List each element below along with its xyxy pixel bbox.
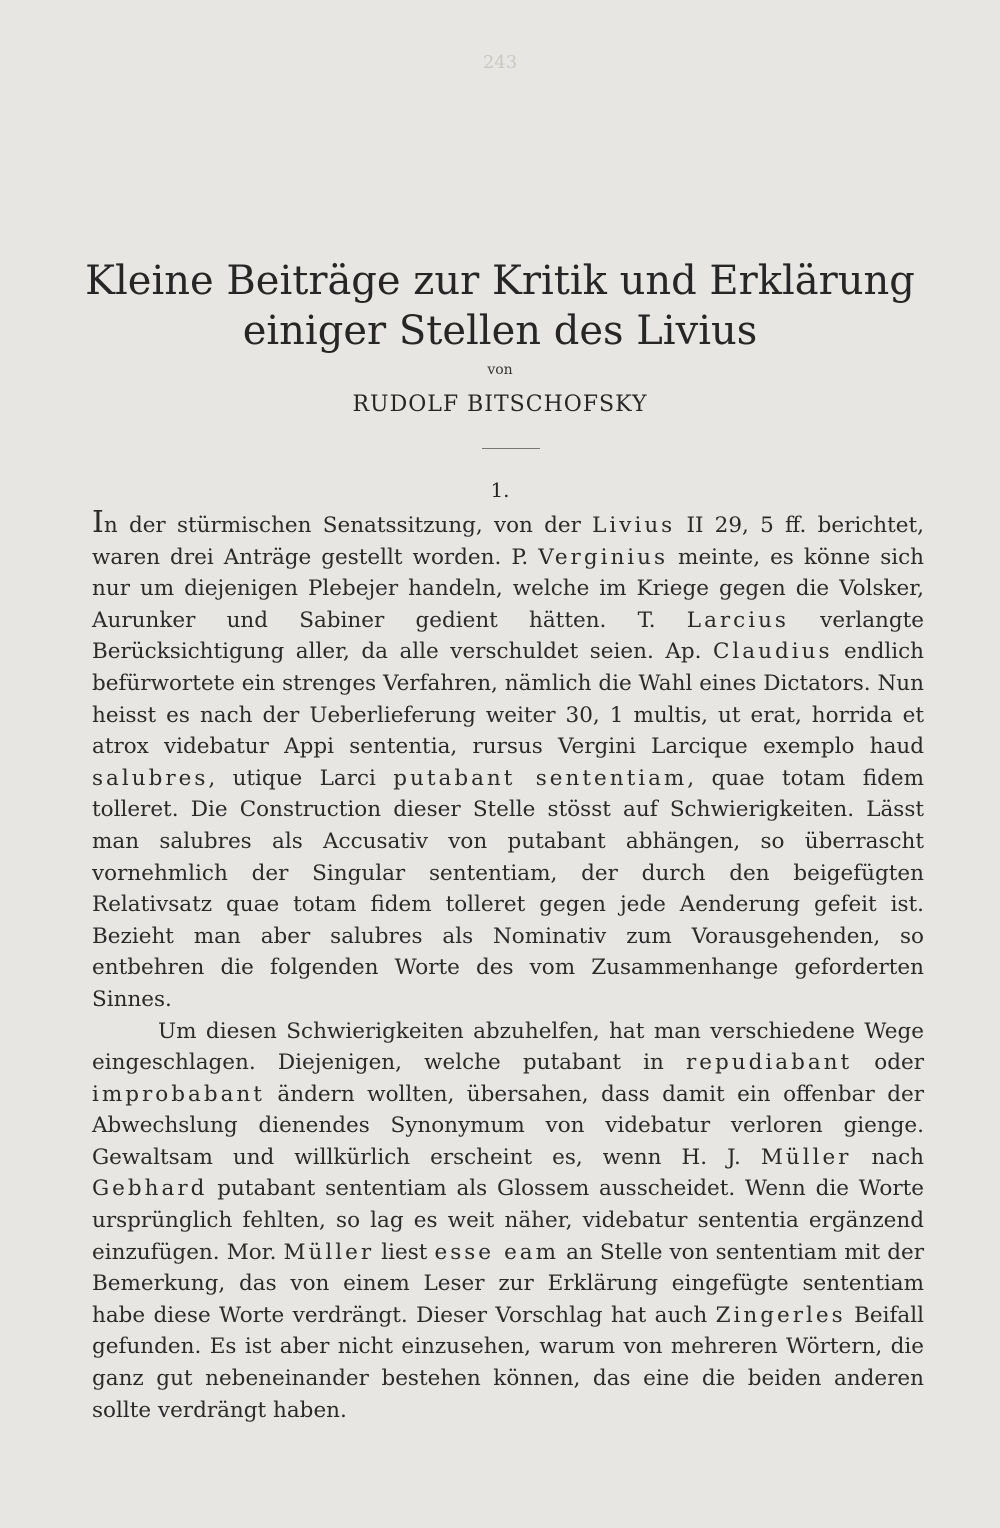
text-run: n der stürmischen Senatssitzung, von der [103, 513, 593, 538]
emphasized-text: Gebhard [92, 1176, 208, 1202]
author-name: RUDOLF BITSCHOFSKY [352, 392, 648, 417]
emphasized-text: esse eam [434, 1239, 560, 1265]
emphasized-text: Müller [283, 1239, 375, 1265]
emphasized-text: repudiabant [686, 1050, 853, 1076]
article-title: Kleine Beiträge zur Kritik und Erklärung einiger Stellen des Livius [85, 258, 915, 354]
emphasized-text: salubres [92, 765, 209, 791]
emphasized-text: Larcius [686, 607, 789, 633]
article-body [92, 505, 925, 1426]
text-run: Um diesen Schwierigkeiten abzuhelfen, hat man verschiedene Wege eingeschlagen. Diejenigen, welche putabant in [92, 1018, 924, 1076]
emphasized-text: putabant sententiam [393, 765, 688, 791]
drop-initial: I [92, 505, 104, 540]
page-number: 243 [482, 52, 518, 73]
text-run: an Stelle von sententiam mit der Bemerkung, das von einem Leser zur Erklärung eingefügte sententiam habe diese Worte verdrängt. Dieser Vorschlag hat auch [92, 1239, 924, 1328]
emphasized-text: Zingerles [715, 1302, 846, 1328]
title-divider [482, 448, 540, 449]
text-run: Beifall gefunden. Es ist aber nicht einzusehen, warum von mehreren Wörtern, die ganz gut nebeneinander bestehen können, das eine die beiden anderen sollte verdrängt haben. [92, 1302, 924, 1423]
body-paragraph [92, 1016, 924, 1427]
text-run: , quae totam fidem tolleret. Die Construction dieser Stelle stösst auf Schwierigkeiten. Lässt man salubres als Accusativ von putabant abhängen, so überrascht vornehmlich der Singular sententiam, der durch den beigefügten Relativsatz quae totam fidem tolleret gegen jede Aenderung gefeit ist. Bezieht man aber salubres als Nominativ zum Vorausgehenden, so entbehren die folgenden Worte des vom Zusammenhange geforderten Sinnes. [92, 765, 924, 1012]
text-run: II 29, 5 ff. berichtet, waren drei Anträge gestellt worden. P. [92, 513, 924, 570]
emphasized-text: Müller [760, 1144, 852, 1170]
text-run: ändern wollten, übersahen, dass damit ein offenbar der Abwechslung dienendes Synonymum von videbatur verloren gienge. Gewaltsam und willkürlich erscheint es, wenn H. J. [92, 1081, 924, 1170]
emphasized-text: improbabant [92, 1081, 265, 1107]
text-run: liest [374, 1239, 435, 1265]
byline-von: von [487, 362, 513, 378]
section-number: 1. [490, 478, 510, 502]
text-run: verlangte Berücksichtigung aller, da alle verschuldet seien. Ap. [92, 607, 924, 665]
text-run: meinte, es könne sich nur um diejenigen Plebejer handeln, welche im Kriege gegen die Volsker, Aurunker und Sabiner gedient hätten. T. [92, 544, 924, 633]
emphasized-text: Verginius [538, 544, 669, 570]
text-run: , utique Larci [208, 765, 394, 791]
text-run: oder [852, 1050, 925, 1076]
text-run: endlich befürwortete ein strenges Verfahren, nämlich die Wahl eines Dictators. Nun heisst es nach der Ueberlieferung weiter 30, 1 multis, ut erat, horrida et atrox videbatur Appi sententia, rursus Vergini Larcique exemplo haud [92, 639, 925, 760]
text-run: putabant sententiam als Glossem ausscheidet. Wenn die Worte ursprünglich fehlten, so lag es weit näher, videbatur sententia ergänzend einzufügen. Mor. [92, 1176, 924, 1265]
body-paragraph [92, 505, 925, 1016]
text-run: nach [851, 1144, 924, 1170]
emphasized-text: Livius [592, 513, 676, 538]
emphasized-text: Claudius [712, 639, 833, 665]
